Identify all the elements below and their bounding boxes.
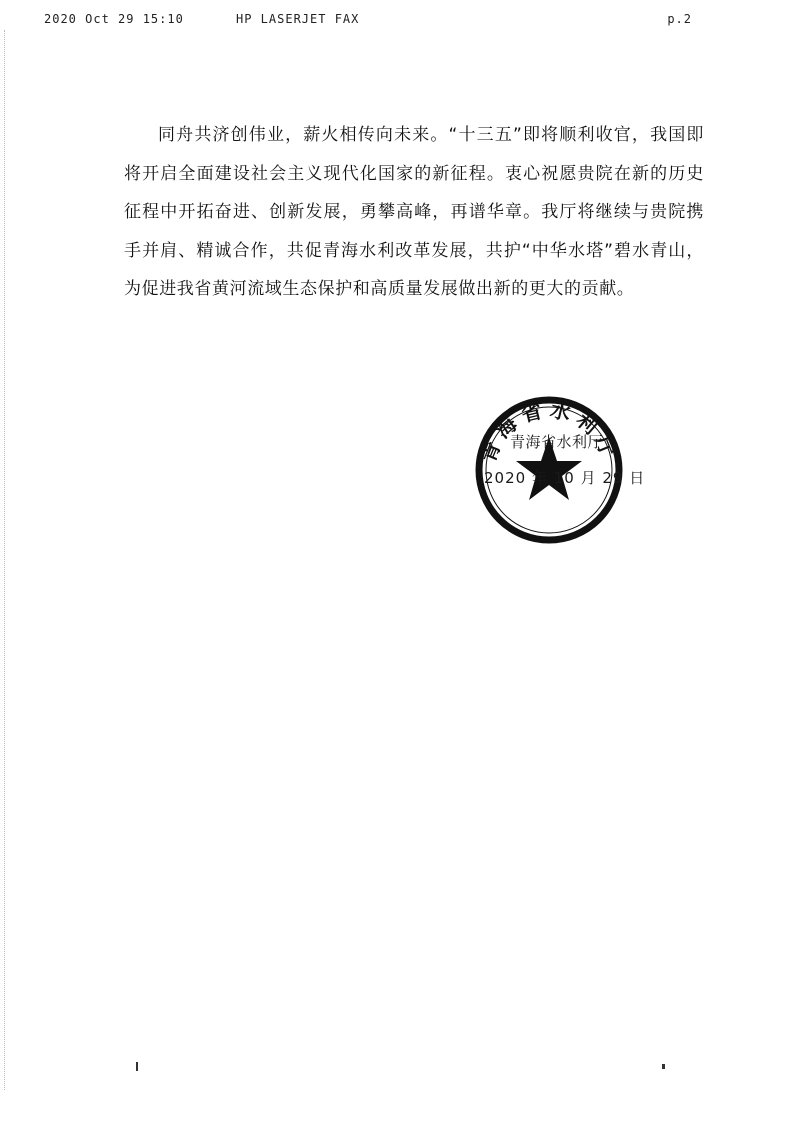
fax-header — [0, 12, 792, 34]
signature-block — [474, 395, 704, 555]
letter-paragraph: 同舟共济创伟业，薪火相传向未来。“十三五”即将顺利收官，我国即将开启全面建设社会主义现代化国家的新征程。衷心祝愿贵院在新的历史征程中开拓奋进、创新发展，勇攀高峰，再谱华章。我厅将继续与贵院携手并肩、精诚合作，共促青海水利改革发展，共护“中华水塔”碧水青山，为促进我省黄河流域生态保护和高质量发展做出新的更大的贡献。 — [124, 125, 704, 300]
scan-speck — [136, 1062, 138, 1071]
scan-edge-line — [4, 30, 6, 1090]
seal-text: 青海省水利厅 — [475, 397, 623, 466]
signing-date: 2020 年 10 月 29 日 — [484, 469, 646, 487]
fax-device-name: HP LASERJET FAX — [236, 12, 360, 26]
page-number: p.2 — [667, 12, 692, 26]
scan-speck — [662, 1064, 665, 1069]
signing-organization: 青海省水利厅 — [510, 433, 604, 451]
fax-timestamp: 2020 Oct 29 15:10 — [44, 12, 184, 26]
